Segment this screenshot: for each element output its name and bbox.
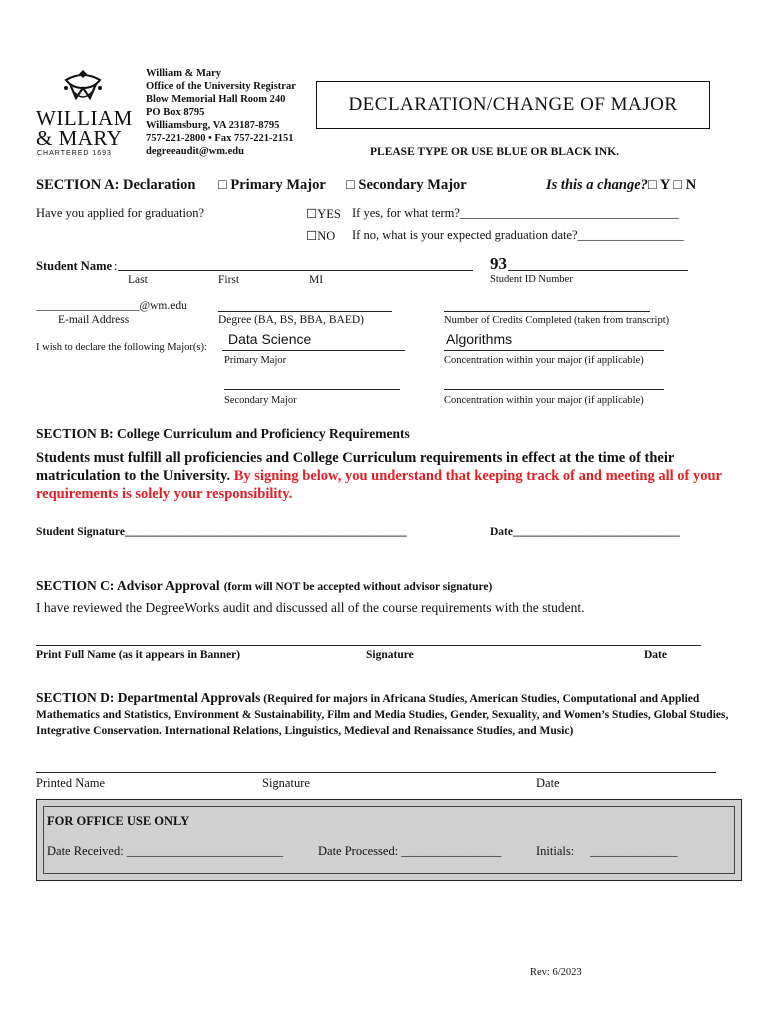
student-signature-field[interactable]: Student Signature_________________________________________________ (36, 526, 407, 538)
initials-label: Initials: (536, 844, 575, 858)
primary-major-checkbox[interactable]: □ Primary Major (218, 177, 326, 193)
advisor-print-name-caption: Print Full Name (as it appears in Banner) (36, 649, 241, 661)
graduation-term-field[interactable]: If yes, for what term?___________________________________ (352, 206, 679, 220)
concentration1-caption: Concentration within your major (if applicable) (444, 355, 644, 366)
student-name-label: Student Name (36, 259, 113, 273)
graduation-no-checkbox[interactable]: ☐NO (306, 229, 336, 243)
section-c-heading-row (36, 577, 492, 595)
secondary-major-caption: Secondary Major (224, 395, 297, 406)
primary-major-caption: Primary Major (224, 355, 287, 366)
concentration2-field[interactable] (444, 389, 664, 390)
section-c-heading: SECTION C: Advisor Approval (36, 578, 220, 593)
student-date-field[interactable]: Date_____________________________ (490, 526, 680, 538)
registrar-email: degreeaudit@wm.edu (146, 146, 244, 157)
registrar-address (146, 67, 296, 158)
requirements-text: Students must fulfill all proficiencies and College Curriculum requirements in effect at the time of their matriculation to the University. (36, 450, 675, 484)
advisor-signature-caption: Signature (366, 649, 414, 661)
section-b-statement (36, 449, 736, 503)
registrar-line6: 757-221-2800 • Fax 757-221-2151 (146, 133, 294, 144)
credits-caption: Number of Credits Completed (taken from transcript) (444, 315, 670, 326)
secondary-major-field[interactable] (224, 389, 400, 390)
concentration1-field[interactable] (444, 350, 664, 351)
advisor-date-caption: Date (644, 649, 667, 661)
section-d-heading: SECTION D: Departmental Approvals (36, 690, 261, 705)
date-processed-field[interactable]: Date Processed: ________________ (318, 844, 502, 858)
section-d-note: (Required for majors in Africana Studies, American Studies, Computational and Applied Mathematics and Statistics, Environment & Sustainability, Film and Media Studies, Gender, Sexuality, and Women’s Studies, Global Studies, Integrative Conservation. International Relations, Linguistics, Medieval and Renaissance Studies, and Music) (36, 693, 729, 737)
registrar-line5: Williamsburg, VA 23187-8795 (146, 120, 280, 131)
applied-graduation-question: Have you applied for graduation? (36, 206, 204, 220)
student-name-colon: : (114, 259, 118, 273)
primary-major-value[interactable]: Data Science (228, 331, 312, 347)
student-name-field[interactable] (118, 270, 473, 271)
office-use-box (36, 799, 742, 881)
responsibility-text: By signing below, you understand that keeping track of and meeting all of your requirements is solely your responsibility. (36, 468, 722, 502)
declare-majors-label: I wish to declare the following Major(s): (36, 342, 207, 353)
department-signature-line[interactable] (36, 772, 716, 773)
revision-date: Rev: 6/2023 (530, 967, 582, 978)
mi-caption: MI (309, 274, 324, 286)
section-d-block (36, 690, 736, 739)
office-use-heading: FOR OFFICE USE ONLY (47, 814, 190, 828)
registrar-line1: William & Mary (146, 68, 222, 79)
student-id-field[interactable] (508, 270, 688, 271)
department-signature-caption: Signature (262, 776, 310, 790)
first-name-caption: First (218, 274, 240, 286)
graduation-yes-checkbox[interactable]: ☐YES (306, 207, 341, 221)
form-title: DECLARATION/CHANGE OF MAJOR (316, 81, 710, 129)
date-received-field[interactable]: Date Received: _________________________ (47, 844, 284, 858)
registrar-line4: PO Box 8795 (146, 107, 205, 118)
cypher-crest-icon (36, 66, 131, 106)
department-date-caption: Date (536, 776, 560, 790)
email-caption: E-mail Address (58, 314, 130, 326)
advisor-signature-line[interactable] (36, 645, 701, 646)
office-use-inner (43, 806, 735, 874)
email-field[interactable]: __________________@wm.edu (36, 300, 187, 312)
section-a-heading: SECTION A: Declaration (36, 177, 196, 193)
degree-field[interactable] (218, 311, 392, 312)
initials-field[interactable]: ______________ (590, 844, 678, 858)
degree-caption: Degree (BA, BS, BBA, BAED) (218, 314, 364, 326)
concentration1-value[interactable]: Algorithms (446, 331, 513, 347)
printed-name-caption: Printed Name (36, 776, 106, 790)
registrar-line3: Blow Memorial Hall Room 240 (146, 94, 286, 105)
registrar-line2: Office of the University Registrar (146, 81, 296, 92)
student-id-caption: Student ID Number (490, 274, 573, 285)
university-logo (36, 66, 131, 158)
expected-graduation-field[interactable]: If no, what is your expected graduation date?_________________ (352, 228, 684, 242)
concentration2-caption: Concentration within your major (if applicable) (444, 395, 644, 406)
student-id-value[interactable]: 93 (490, 254, 507, 273)
logo-name-line2: & MARY (36, 126, 123, 150)
primary-major-field[interactable] (222, 350, 405, 351)
is-change-question: Is this a change? (546, 177, 648, 193)
last-name-caption: Last (128, 274, 148, 286)
secondary-major-checkbox[interactable]: □ Secondary Major (346, 177, 467, 193)
credits-field[interactable] (444, 311, 650, 312)
section-b-heading: SECTION B: College Curriculum and Proficiency Requirements (36, 426, 410, 441)
section-c-note: (form will NOT be accepted without advisor signature) (223, 581, 493, 593)
logo-name-line1: WILLIAM (36, 106, 133, 130)
logo-chartered: CHARTERED 1693 (37, 150, 112, 157)
change-yes-no-checkboxes[interactable]: □ Y □ N (648, 177, 697, 193)
ink-note: PLEASE TYPE OR USE BLUE OR BLACK INK. (370, 146, 620, 158)
advisor-statement: I have reviewed the DegreeWorks audit and discussed all of the course requirements with the student. (36, 600, 585, 615)
